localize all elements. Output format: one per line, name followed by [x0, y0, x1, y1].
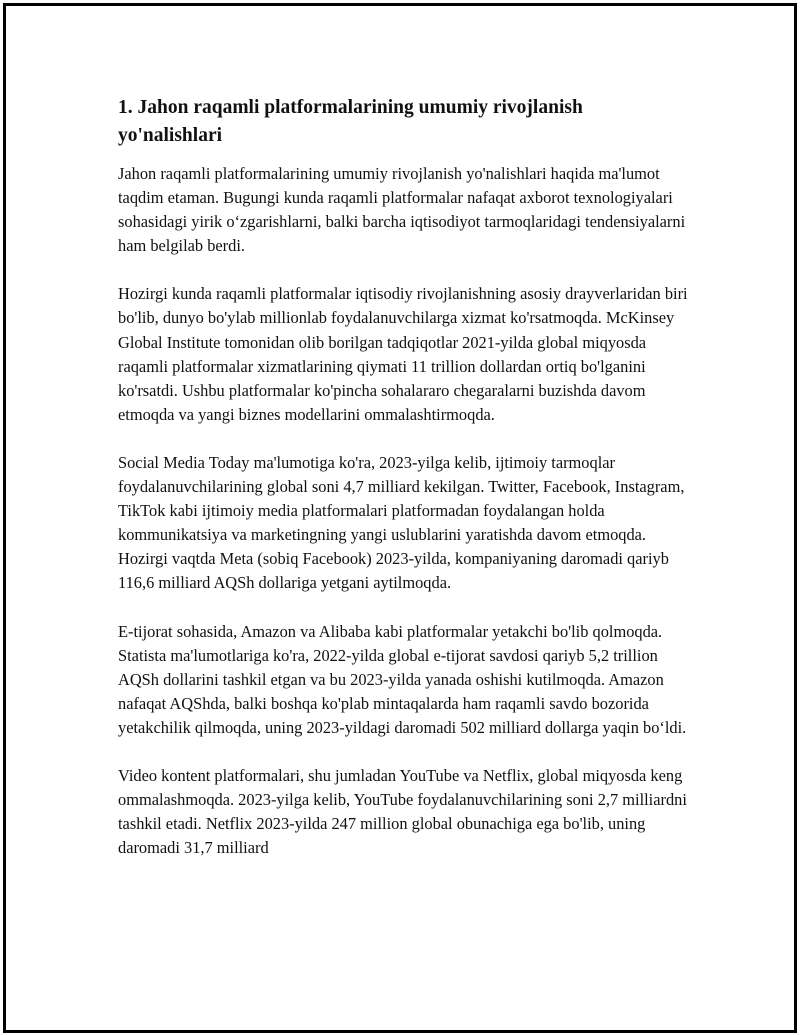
- paragraph-5: Video kontent platformalari, shu jumladan YouTube va Netflix, global miqyosda keng ommalashmoqda. 2023-yilga kelib, YouTube foydalanuvchilarining soni 2,7 milliardni tashkil etadi. Netflix 2023-yilda 247 million global obunachiga ega bo'lib, uning daromadi 31,7 milliard: [118, 765, 687, 858]
- paragraph-3: Social Media Today ma'lumotiga ko'ra, 2023-yilga kelib, ijtimoiy tarmoqlar foydalanuvchilarining global soni 4,7 milliard kekilgan. Twitter, Facebook, Instagram, TikTok kabi ijtimoiy media platformalari platformadan foydalangan holda kommunikatsiya va marketingning yangi uslublarini yaratishda davom etmoqda. Hozirgi vaqtda Meta (sobiq Facebook) 2023-yilda, kompaniyaning daromadi qariyb 116,6 milliard AQSh dollariga yetgani aytilmoqda.: [118, 452, 685, 593]
- paragraph-4: E-tijorat sohasida, Amazon va Alibaba kabi platformalar yetakchi bo'lib qolmoqda. Statista ma'lumotlariga ko'ra, 2022-yilda global e-tijorat savdosi qariyb 5,2 trillion AQSh dollarini tashkil etgan va bu 2023-yilda yanada oshishi kutilmoqda. Amazon nafaqat AQShda, balki boshqa ko'plab mintaqalarda ham raqamli savdo bozorida yetakchilik qilmoqda, uning 2023-yildagi daromadi 502 milliard dollarga yaqin bo‘ldi.: [118, 621, 687, 737]
- section-heading: 1. Jahon raqamli platformalarining umumiy rivojlanish yo'nalishlari: [118, 97, 583, 146]
- paragraph-1: Jahon raqamli platformalarining umumiy rivojlanish yo'nalishlari haqida ma'lumot taqdim etaman. Bugungi kunda raqamli platformalar nafaqat axborot texnologiyalari sohasidagi yirik o‘zgarishlarni, balki barcha iqtisodiyot tarmoqlaridagi tendensiyalarni ham belgilab berdi.: [118, 164, 686, 256]
- document-body: [118, 94, 688, 884]
- paragraph-2: Hozirgi kunda raqamli platformalar iqtisodiy rivojlanishning asosiy drayverlaridan biri bo'lib, dunyo bo'ylab millionlab foydalanuvchilarga xizmat ko'rsatmoqda. McKinsey Global Institute tomonidan olib borilgan tadqiqotlar 2021-yilda global miqyosda raqamli platformalar xizmatlarining qiymati 11 trillion dollardan ortiq bo'lganini ko'rsatdi. Ushbu platformalar ko'pincha sohalararo chegaralarni buzishda davom etmoqda va yangi biznes modellarini ommalashtirmoqda.: [118, 284, 688, 424]
